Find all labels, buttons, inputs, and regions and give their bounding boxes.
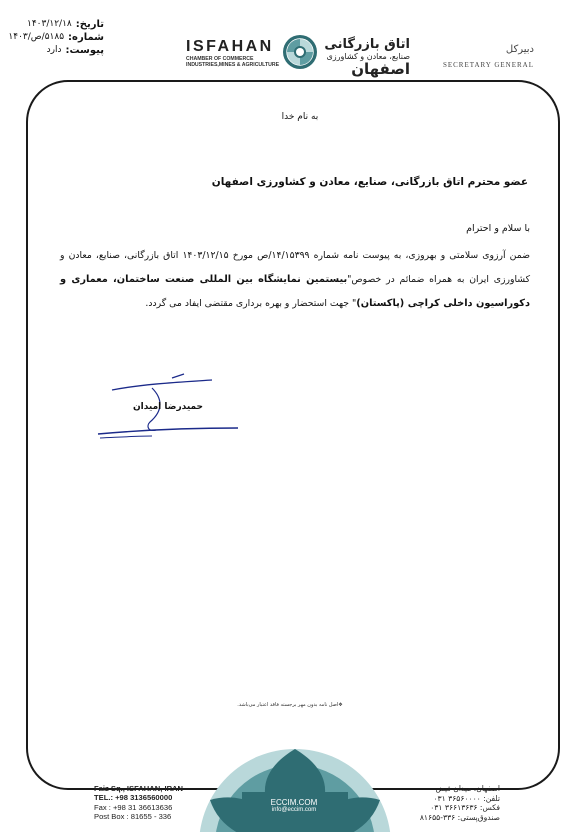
footer-address-fa: اصفهان، میدان فیض <box>435 784 500 793</box>
footer-rosette-icon <box>190 740 400 832</box>
date-value: ۱۴۰۳/۱۲/۱۸ <box>27 19 72 29</box>
attachment-value: دارد <box>46 45 62 55</box>
footer-contact-english <box>94 784 204 822</box>
footer-pobox-en: Post Box : 81655 - 336 <box>94 812 172 822</box>
number-value: ۵۱۸۵/ص/۱۴۰۳ <box>8 32 65 42</box>
logo-fa-line3: اصفهان <box>351 60 410 78</box>
secretary-fa: دبیرکل <box>505 44 534 55</box>
logo-fa-line1: اتاق بازرگانی <box>324 37 410 52</box>
signatory-name: حمیدرضا امیدان <box>132 402 204 412</box>
logo-en-main: ISFAHAN <box>186 38 274 55</box>
logo-en-line2: INDUSTRIES,MINES & AGRICULTURE <box>186 62 280 68</box>
logo-persian-text <box>320 38 410 77</box>
attachment-label: پیوست: <box>65 45 104 56</box>
letter-meta <box>8 18 104 57</box>
footer-contact-persian <box>400 784 500 822</box>
footer-fax-fa: فکس: ۳۶۶۱۳۶۳۶ ۰۳۱ <box>430 803 500 813</box>
date-label: تاریخ: <box>75 19 104 30</box>
footer-website-link[interactable]: ECCIM.COM <box>270 798 318 807</box>
body-bold-subject: بیستمین نمایشگاه بین المللی صنعت ساختمان، معماری و دکوراسیون داخلی کراچی (پاکستان) <box>60 274 530 309</box>
logo-english-text <box>186 38 282 68</box>
letter-body <box>60 244 530 316</box>
logo-en-line1: CHAMBER OF COMMERCE <box>186 56 254 62</box>
footer-web-block <box>244 798 344 813</box>
secretary-en: SECRETARY GENERAL <box>442 61 534 69</box>
body-text-2: " جهت استحضار و بهره برداری مقتضی ایفاد می گردد. <box>145 298 357 309</box>
footnote: ❖اصل نامه بدون مهر برجسته فاقد اعتبار می‌باشد. <box>237 702 343 708</box>
secretary-general-block <box>414 44 534 69</box>
footer-address-en: Faiz Sq., ISFAHAN, IRAN <box>94 784 184 793</box>
chamber-emblem-icon <box>282 34 318 70</box>
basmala: به نام خدا <box>281 112 319 122</box>
footer-tel-fa: تلفن: ۳۶۵۶۰۰۰۰ ۰۳۱ <box>433 793 500 803</box>
number-row <box>8 31 104 44</box>
body-text-1: ضمن آرزوی سلامتی و بهروزی، به پیوست نامه شماره ۱۴/۱۵۳۹۹/ص مورخ ۱۴۰۳/۱۲/۱۵ اتاق بازرگانی، صنایع، معادن و کشاورزی ایران به همراه ضمائم در خصوص" <box>60 250 531 285</box>
logo-fa-line2: صنایع، معادن و کشاورزی <box>326 52 410 61</box>
date-row <box>14 18 104 31</box>
footer-email-link[interactable]: info@eccim.com <box>271 807 317 813</box>
footer-tel-en: TEL.: +98 3136560000 <box>94 793 173 803</box>
recipient-line: عضو محترم اتاق بازرگانی، صنایع، معادن و کشاورزی اصفهان <box>211 176 528 188</box>
footer-pobox-fa: صندوق‌پستی: ۳۳۶-۸۱۶۵۵ <box>419 812 500 822</box>
footer-fax-en: Fax : +98 31 36613636 <box>94 802 173 812</box>
attachment-row <box>14 44 104 57</box>
number-label: شماره: <box>68 32 104 43</box>
greeting: با سلام و احترام <box>466 223 530 234</box>
